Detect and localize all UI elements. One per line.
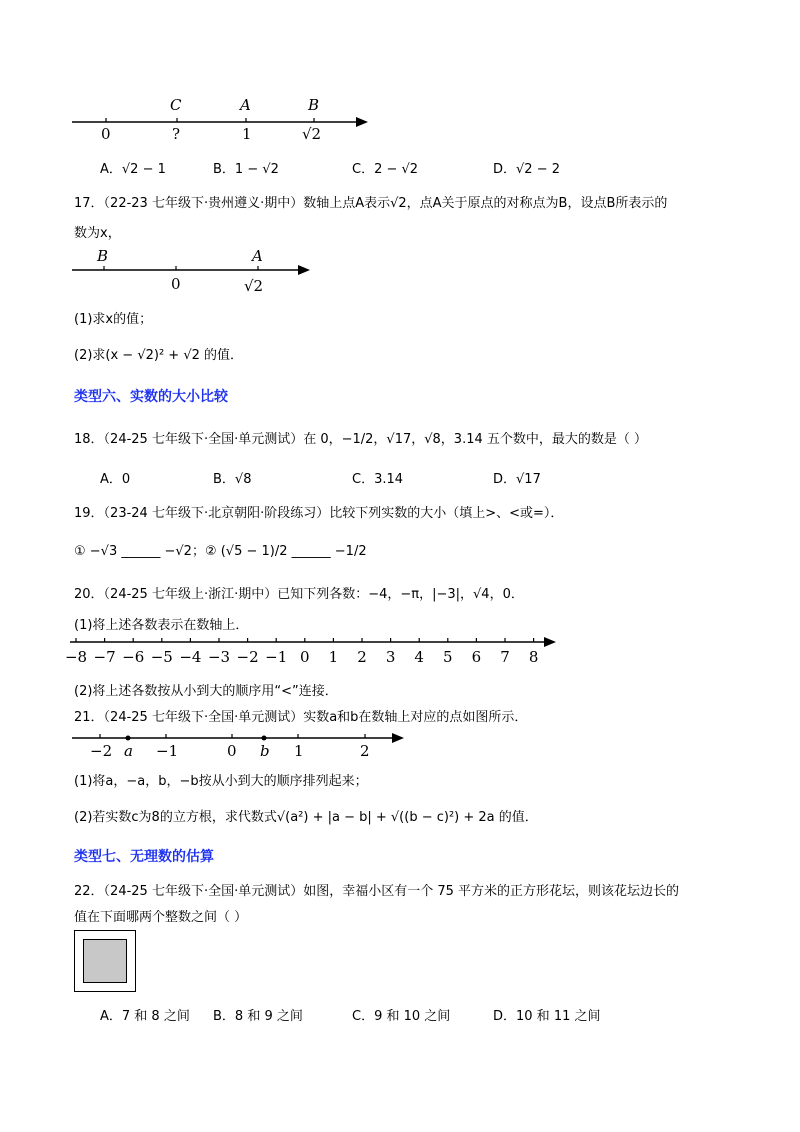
tick-label-sqrt2: √2 bbox=[302, 125, 322, 143]
tick-label: −3 bbox=[207, 648, 231, 666]
q22-line2: 值在下面哪两个整数之间（ ） bbox=[74, 910, 248, 925]
tick-label: −4 bbox=[179, 648, 202, 666]
tick-label-0: 0 bbox=[171, 275, 181, 293]
tick-label-question: ? bbox=[172, 125, 181, 143]
option-c[interactable]: C．9 和 10 之间 bbox=[352, 1009, 451, 1024]
tick-label-0: 0 bbox=[101, 125, 111, 143]
q21-sub2: (2)若实数c为8的立方根，求代数式√(a²) + |a − b| + √((b − c)²) + 2a 的值． bbox=[74, 810, 538, 825]
tick-label: 7 bbox=[500, 648, 510, 666]
tick-label-sqrt2: √2 bbox=[244, 277, 264, 295]
number-line-q20 bbox=[64, 632, 568, 674]
tick-label: −6 bbox=[122, 648, 145, 666]
section-heading-6: 类型六、实数的大小比较 bbox=[74, 389, 228, 405]
q17-line2: 数为x， bbox=[74, 226, 121, 241]
q20-sub2: (2)将上述各数按从小到大的顺序用“<”连接． bbox=[74, 684, 338, 699]
q21-sub1: (1)将a，−a，b，−b按从小到大的顺序排列起来； bbox=[74, 774, 368, 789]
tick-label: 2 bbox=[357, 648, 367, 666]
option-c[interactable]: C．2 − √2 bbox=[352, 162, 419, 177]
q17-sub1: (1)求x的值； bbox=[74, 312, 153, 327]
tick-label: 0 bbox=[300, 648, 310, 666]
q19-text: 19．（23-24 七年级下·北京朝阳·阶段练习）比较下列实数的大小（填上>、<或=）． bbox=[74, 506, 564, 521]
tick-label: −8 bbox=[64, 648, 88, 666]
section-heading-7: 类型七、无理数的估算 bbox=[74, 849, 214, 865]
point-c-label: C bbox=[170, 96, 182, 114]
tick-label-0: 0 bbox=[227, 742, 237, 760]
tick-label: 6 bbox=[471, 648, 482, 666]
point-a-label: A bbox=[252, 247, 263, 265]
flower-bed-figure bbox=[74, 930, 136, 992]
option-a[interactable]: A．√2 − 1 bbox=[100, 162, 166, 177]
tick-label: 5 bbox=[443, 648, 453, 666]
point-a-label: a bbox=[124, 742, 133, 760]
point-b-label: B bbox=[97, 247, 109, 265]
point-a-label: A bbox=[240, 96, 251, 114]
q20-text: 20．（24-25 七年级上·浙江·期中）已知下列各数：−4，−π，|−3|，√4，0． bbox=[74, 587, 524, 602]
q20-sub1: (1)将上述各数表示在数轴上． bbox=[74, 618, 249, 633]
option-d[interactable]: D．10 和 11 之间 bbox=[493, 1009, 601, 1024]
option-a[interactable]: A．0 bbox=[100, 472, 131, 487]
tick-label: −5 bbox=[150, 648, 173, 666]
q21-text: 21．（24-25 七年级下·全国·单元测试）实数a和b在数轴上对应的点如图所示． bbox=[74, 710, 528, 725]
flower-bed-square bbox=[83, 939, 127, 983]
number-line-q21 bbox=[68, 728, 418, 768]
q19-parts: ① −√3 ______ −√2；② (√5 − 1)/2 ______ −1/2 bbox=[74, 544, 367, 559]
number-line-q16 bbox=[68, 92, 378, 148]
tick-label: −1 bbox=[265, 648, 288, 666]
q18-text: 18．（24-25 七年级下·全国·单元测试）在 0，−1/2，√17，√8，3.14 五个数中，最大的数是（ ） bbox=[74, 432, 648, 447]
q17-line1: 17．（22-23 七年级下·贵州遵义·期中）数轴上点A表示√2，点A关于原点的对称点为B，设点B所表示的 bbox=[74, 196, 668, 211]
tick-label: −2 bbox=[236, 648, 259, 666]
option-c[interactable]: C．3.14 bbox=[352, 472, 404, 487]
tick-label: 8 bbox=[528, 648, 539, 666]
q22-line1: 22．（24-25 七年级下·全国·单元测试）如图，幸福小区有一个 75 平方米的正方形花坛，则该花坛边长的 bbox=[74, 884, 680, 899]
number-line-q17 bbox=[68, 245, 328, 295]
tick-label: 4 bbox=[414, 648, 424, 666]
q17-sub2: (2)求(x − √2)² + √2 的值． bbox=[74, 348, 244, 363]
option-d[interactable]: D．√17 bbox=[493, 472, 541, 487]
point-b-label: b bbox=[260, 742, 270, 760]
tick-label-neg2: −2 bbox=[90, 742, 113, 760]
tick-label-1: 1 bbox=[242, 125, 252, 143]
option-d[interactable]: D．√2 − 2 bbox=[493, 162, 560, 177]
point-b-label: B bbox=[308, 96, 320, 114]
tick-label: 1 bbox=[328, 648, 339, 666]
tick-label: 3 bbox=[385, 648, 396, 666]
option-b[interactable]: B．√8 bbox=[213, 472, 252, 487]
tick-label-neg1: −1 bbox=[156, 742, 179, 760]
tick-label: −7 bbox=[93, 648, 116, 666]
option-b[interactable]: B．1 − √2 bbox=[213, 162, 279, 177]
tick-label-1: 1 bbox=[294, 742, 304, 760]
tick-label-2: 2 bbox=[360, 742, 370, 760]
option-b[interactable]: B．8 和 9 之间 bbox=[213, 1009, 303, 1024]
option-a[interactable]: A．7 和 8 之间 bbox=[100, 1009, 190, 1024]
